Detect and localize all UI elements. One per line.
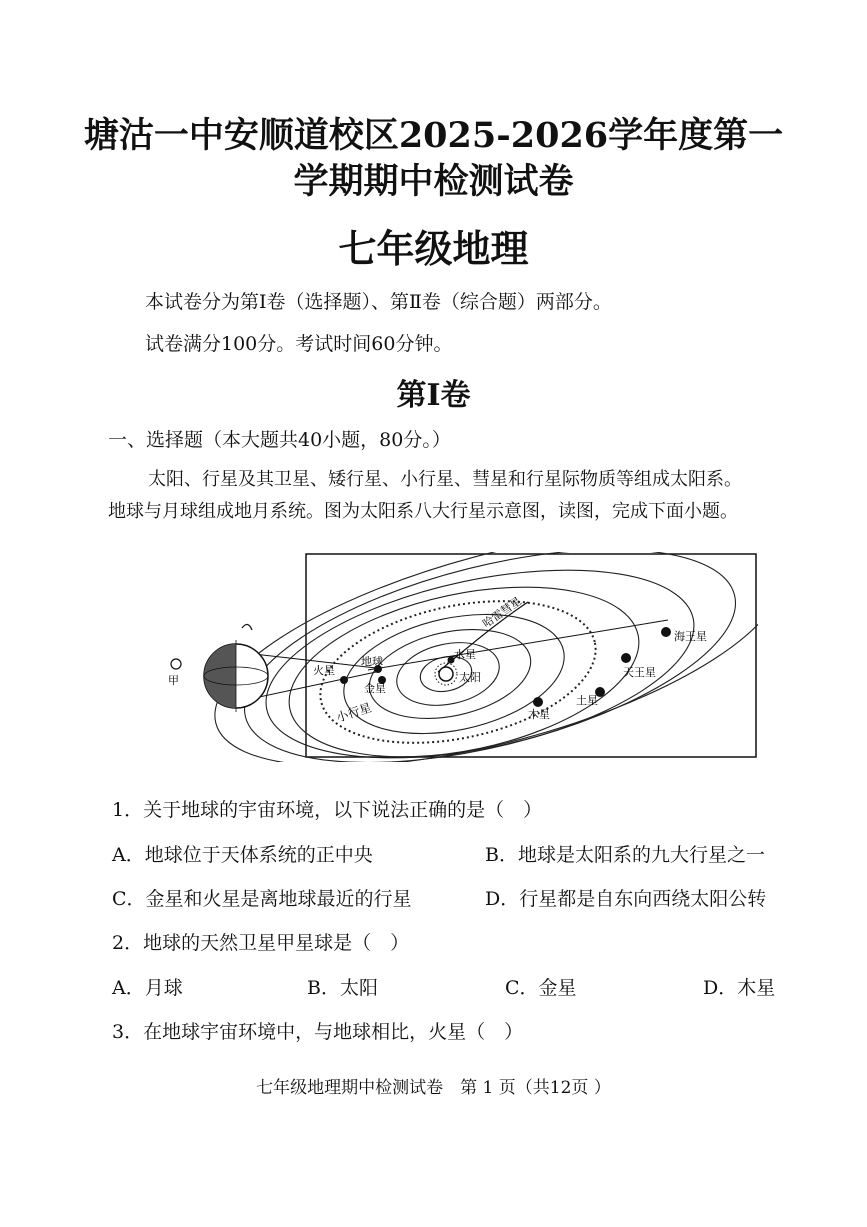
- neptune-label: 海王星: [674, 630, 707, 643]
- neptune-icon: [661, 627, 671, 637]
- moon-label: 甲: [168, 674, 179, 687]
- uranus-label: 天王星: [623, 666, 656, 679]
- sun-label: 太阳: [459, 671, 481, 684]
- rotation-arrow-icon: [242, 624, 252, 630]
- mars-label: 火星: [313, 664, 335, 677]
- comet-label: 哈雷彗星: [480, 594, 524, 631]
- intro-line-1: 本试卷分为第Ⅰ卷（选择题）、第Ⅱ卷（综合题）两部分。: [145, 291, 612, 313]
- jupiter-label: 木星: [528, 708, 550, 721]
- earth-label: 地球: [361, 655, 383, 668]
- intro-line-2: 试卷满分100分。考试时间60分钟。: [145, 333, 453, 355]
- exam-title-line2: 学期期中检测试卷: [293, 161, 574, 202]
- section-heading: 一、选择题（本大题共40小题，80分。）: [108, 429, 451, 451]
- mars-icon: [340, 676, 348, 684]
- question-1-option-b[interactable]: B．地球是太阳系的九大行星之一: [485, 844, 765, 866]
- mars-orbit: [333, 596, 575, 752]
- earth-night-side: [204, 644, 236, 708]
- uranus-icon: [621, 653, 631, 663]
- question-1-stem: 1．关于地球的宇宙环境，以下说法正确的是（ ）: [112, 799, 543, 821]
- question-1-option-d[interactable]: D．行星都是自东向西绕太阳公转: [485, 888, 767, 910]
- asteroid-label: 小行星: [334, 700, 374, 725]
- question-2-option-a[interactable]: A．月球: [112, 977, 183, 999]
- question-2-option-d[interactable]: D．木星: [703, 977, 776, 999]
- question-3-stem: 3．在地球宇宙环境中，与地球相比，火星（ ）: [112, 1021, 524, 1043]
- moon-icon: [171, 659, 181, 669]
- solar-system-diagram: [168, 552, 758, 762]
- asteroid-belt-inner: [307, 578, 608, 762]
- question-2-stem: 2．地球的天然卫星甲星球是（ ）: [112, 932, 410, 954]
- saturn-orbit: [249, 552, 710, 762]
- volume-title: 第Ⅰ卷: [396, 378, 471, 413]
- question-2-option-c[interactable]: C．金星: [505, 977, 577, 999]
- sun-icon: [439, 667, 453, 681]
- venus-label: 金星: [364, 682, 386, 695]
- jupiter-icon: [533, 697, 543, 707]
- question-2-option-b[interactable]: B．太阳: [307, 977, 378, 999]
- subject-title: 七年级地理: [338, 226, 529, 271]
- page-footer: 七年级地理期中检测试卷 第 1 页（共12页 ）: [256, 1078, 611, 1098]
- passage-line-2: 地球与月球组成地月系统。图为太阳系八大行星示意图，读图，完成下面小题。: [108, 501, 738, 522]
- question-1-option-a[interactable]: A．地球位于天体系统的正中央: [112, 844, 373, 866]
- question-1-option-c[interactable]: C．金星和火星是离地球最近的行星: [112, 888, 412, 910]
- exam-title-line1: 塘沽一中安顺道校区2025-2026学年度第一: [83, 115, 784, 156]
- mercury-label: 水星: [454, 648, 476, 661]
- passage-line-1: 太阳、行星及其卫星、矮行星、小行星、彗星和行星际物质等组成太阳系。: [148, 469, 742, 490]
- saturn-label: 土星: [576, 694, 598, 707]
